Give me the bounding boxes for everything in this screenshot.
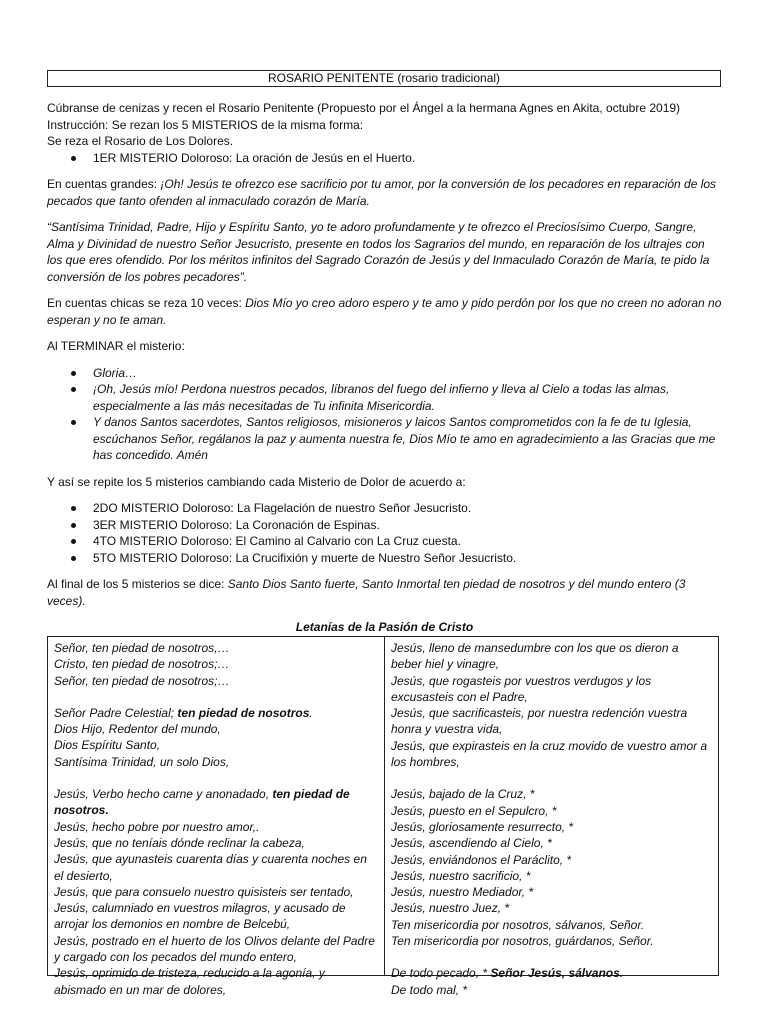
page-title: ROSARIO PENITENTE bbox=[267, 71, 394, 85]
mystery-item: 4TO MISTERIO Doloroso: El Camino al Calvario con La Cruz cuesta. bbox=[47, 533, 722, 550]
litany-line: Jesús, que sacrificasteis, por nuestra redención vuestra honra y vuestra vida, bbox=[391, 706, 688, 737]
litany-line: Dios Espíritu Santo, bbox=[54, 738, 161, 753]
litany-response: Señor Jesús, sálvanos bbox=[490, 966, 620, 981]
mystery-item: 3ER MISTERIO Doloroso: La Coronación de Espinas. bbox=[47, 517, 722, 534]
litany-text: De todo pecado, * bbox=[391, 966, 491, 981]
final-prayer: Santo Dios Santo fuerte, Santo Inmortal ten piedad de nosotros y del mundo entero (3 veces). bbox=[47, 577, 686, 608]
litany-line: Jesús, ascendiendo al Cielo, * bbox=[391, 836, 552, 851]
body-content bbox=[47, 100, 722, 636]
title-box bbox=[47, 70, 721, 87]
litany-line: Ten misericordia por nosotros, sálvanos, Señor. bbox=[391, 917, 645, 932]
litany-line bbox=[54, 786, 378, 819]
litany-line: Jesús, nuestro Juez, * bbox=[391, 901, 510, 916]
litany-line: Jesús, que no teníais dónde reclinar la cabeza, bbox=[54, 835, 305, 850]
mysteries-list bbox=[47, 500, 722, 566]
letanias-table bbox=[47, 636, 719, 997]
litany-text: Señor Padre Celestial; bbox=[54, 705, 178, 720]
litany-line: Jesús, puesto en el Sepulcro, * bbox=[391, 803, 557, 818]
final-label: Al final de los 5 misterios se dice: bbox=[47, 577, 228, 591]
blank-line bbox=[391, 770, 712, 786]
litany-line: Jesús, hecho pobre por nuestro amor,. bbox=[54, 819, 260, 834]
litany-text: . bbox=[619, 966, 624, 981]
litany-line: Jesús, que para consuelo nuestro quisisteis ser tentado, bbox=[54, 884, 354, 899]
mystery-item: 5TO MISTERIO Doloroso: La Crucifixión y muerte de Nuestro Señor Jesucristo. bbox=[47, 550, 722, 567]
letanias-title: Letanías de la Pasión de Cristo bbox=[295, 620, 474, 634]
blank-line bbox=[391, 949, 712, 965]
letanias-left-column bbox=[48, 637, 385, 997]
litany-line: Jesús, oprimido de tristeza, reducido a la agonía, y abismado en un mar de dolores, bbox=[54, 966, 325, 997]
litany-line: Jesús, que ayunasteis cuarenta días y cuarenta noches en el desierto, bbox=[54, 852, 367, 883]
small-beads-paragraph bbox=[47, 295, 722, 328]
blank-line bbox=[54, 689, 378, 705]
first-mystery-list bbox=[47, 150, 722, 167]
blank-line bbox=[54, 770, 378, 786]
repeat-label: Y así se repite los 5 misterios cambiando cada Misterio de Dolor de acuerdo a: bbox=[47, 474, 466, 489]
litany-line: Jesús, postrado en el huerto de los Olivos delante del Padre y cargado con los pecados del mundo entero, bbox=[54, 933, 375, 965]
small-beads-prayer: Dios Mío yo creo adoro espero y te amo y pido perdón por los que no creen no adoran no esperan y no te aman. bbox=[47, 296, 722, 327]
final-paragraph bbox=[47, 576, 722, 609]
ending-label: Al TERMINAR el misterio: bbox=[47, 339, 185, 353]
litany-line bbox=[54, 705, 378, 721]
intro-line-3: Se reza el Rosario de Los Dolores. bbox=[47, 134, 234, 148]
litany-line: Jesús, nuestro sacrificio, * bbox=[391, 868, 531, 883]
litany-line: Jesús, bajado de la Cruz, * bbox=[391, 787, 535, 802]
litany-line: Jesús, que expirasteis en la cruz movido de vuestro amor a los hombres, bbox=[391, 738, 708, 770]
large-beads-paragraph bbox=[47, 176, 722, 209]
letanias-right-column bbox=[385, 637, 718, 997]
litany-line: Jesús, enviándonos el Paráclito, * bbox=[391, 852, 572, 867]
litany-text: . bbox=[309, 705, 313, 720]
litany-line: Jesús, lleno de mansedumbre con los que os dieron a beber hiel y vinagre, bbox=[391, 641, 679, 672]
intro-line-1: Cúbranse de cenizas y recen el Rosario Penitente (Propuesto por el Ángel a la hermana Agnes en Akita, octubre 2019) bbox=[47, 101, 681, 115]
litany-response: ten piedad de nosotros bbox=[177, 705, 310, 720]
page-subtitle: (rosario tradicional) bbox=[397, 71, 501, 85]
litany-line: Jesús, calumniado en vuestros milagros, y acusado de arrojar los demonios en nombre de Belcebú, bbox=[54, 901, 346, 932]
litany-line: Ten misericordia por nosotros, guárdanos, Señor. bbox=[391, 934, 654, 949]
litany-response: ten piedad de nosotros. bbox=[54, 787, 350, 818]
litany-line: De todo mal, * bbox=[391, 982, 468, 997]
large-beads-label: En cuentas grandes: bbox=[47, 177, 161, 191]
litany-line: Jesús, gloriosamente resurrecto, * bbox=[391, 819, 574, 834]
litany-line: Dios Hijo, Redentor del mundo, bbox=[54, 722, 221, 737]
small-beads-label: En cuentas chicas se reza 10 veces: bbox=[47, 296, 246, 310]
litany-line bbox=[391, 965, 712, 981]
litany-line: Jesús, que rogasteis por vuestros verdugos y los excusasteis con el Padre, bbox=[391, 673, 652, 704]
litany-line: Cristo, ten piedad de nosotros;… bbox=[54, 657, 230, 672]
litany-line: Señor, ten piedad de nosotros;… bbox=[54, 673, 230, 688]
large-beads-prayer: ¡Oh! Jesús te ofrezco ese sacrificio por tu amor, por la conversión de los pecadores en reparación de los pecados que tanto ofenden al inmaculado corazón de María. bbox=[47, 177, 717, 208]
litany-line: Señor, ten piedad de nosotros,… bbox=[54, 641, 230, 655]
litany-line: Santísima Trinidad, un solo Dios, bbox=[54, 754, 230, 769]
ending-item: Y danos Santos sacerdotes, Santos religiosos, misioneros y laicos Santos comprometidos con la fe de tu Iglesia, escúchanos Señor, regálanos la paz y aumenta nuestra fe, Dios Mío te amo en agradecimiento a las Gracias que me has concedido. Amén bbox=[47, 414, 722, 464]
ending-item: ¡Oh, Jesús mío! Perdona nuestros pecados, líbranos del fuego del infierno y lleva al Cielo a todas las almas, especialmente a las más necesitadas de Tu infinita Misericordia. bbox=[47, 381, 722, 414]
intro-line-2: Instrucción: Se rezan los 5 MISTERIOS de la misma forma: bbox=[47, 117, 364, 132]
ending-item: Gloria… bbox=[47, 365, 722, 382]
litany-line: Jesús, nuestro Mediador, * bbox=[391, 885, 534, 900]
ending-list bbox=[47, 365, 722, 464]
mystery-item: 2DO MISTERIO Doloroso: La Flagelación de nuestro Señor Jesucristo. bbox=[47, 500, 722, 517]
litany-text: Jesús, Verbo hecho carne y anonadado, bbox=[54, 787, 273, 802]
first-mystery-item: 1ER MISTERIO Doloroso: La oración de Jesús en el Huerto. bbox=[47, 150, 722, 167]
trinity-prayer: “Santísima Trinidad, Padre, Hijo y Espíritu Santo, yo te adoro profundamente y te ofrezco el Preciosísimo Cuerpo, Sangre, Alma y Divinidad de nuestro Señor Jesucristo, presente en todos los Sagrarios del mundo, en reparación de los ultrajes con los que eres ofendido. Por los méritos infinitos del Sagrado Corazón de Jesús y del Inmaculado Corazón de María, te pido la conversión de los pobres pecadores”. bbox=[47, 220, 710, 284]
